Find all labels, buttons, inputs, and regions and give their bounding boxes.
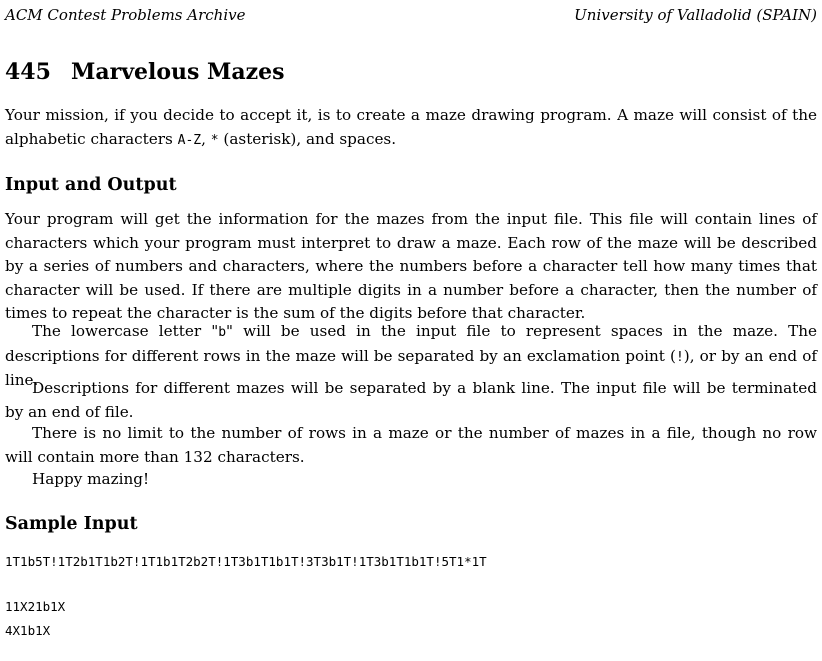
io-p2-text-middle: " will be used in the input file to represent spaces in the maze. The descriptions for different rows in the maze will be separated by an exclamation point ( (5, 322, 818, 365)
intro-text-before: Your mission, if you decide to accept it, is to create a maze drawing program. A maze will consist of the alphabetic characters (5, 106, 817, 148)
intro-paragraph (5, 104, 817, 152)
problem-number: 445 (5, 59, 51, 85)
io-p2-code-b: b (218, 325, 227, 340)
io-p2-text-after: ), or by an end of line. (5, 346, 817, 389)
intro-code-asterisk: * (210, 132, 219, 148)
sample-input-line-3: 4X1b1X (5, 623, 51, 638)
intro-text-between: , (201, 129, 211, 148)
section-heading-input-output: Input and Output (5, 175, 177, 195)
header-university: University of Valladolid (SPAIN) (574, 6, 817, 24)
io-paragraph-5: Happy mazing! (32, 470, 150, 488)
section-heading-sample-input: Sample Input (5, 514, 138, 534)
io-paragraph-1: Your program will get the information for the mazes from the input file. This file will contain lines of characters which your program must interpret to draw a maze. Each row of the maze will be described by a series of numbers and characters, where the numbers before a character tell how many times that character will be used. If there are multiple digits in a number before a character, then the number of times to repeat the character is the sum of the digits before that character. (5, 210, 817, 322)
intro-text-after: (asterisk), and spaces. (218, 129, 397, 148)
problem-title (5, 59, 285, 85)
problem-name: Marvelous Mazes (71, 59, 285, 85)
header-archive-name: ACM Contest Problems Archive (5, 6, 246, 24)
io-p2-code-exclamation: ! (675, 349, 684, 365)
io-paragraph-3: Descriptions for different mazes will be separated by a blank line. The input file will be terminated by an end of file. (5, 379, 817, 421)
io-p2-text-before: The lowercase letter " (32, 322, 219, 340)
sample-input-line-1: 1T1b5T!1T2b1T1b2T!1T1b1T2b2T!1T3b1T1b1T!3T3b1T!1T3b1T1b1T!5T1*1T (5, 554, 487, 569)
io-paragraph-4: There is no limit to the number of rows in a maze or the number of mazes in a file, though no row will contain more than 132 characters. (5, 424, 817, 466)
sample-input-line-2: 11X21b1X (5, 599, 66, 614)
intro-code-letters: A-Z (177, 132, 202, 148)
